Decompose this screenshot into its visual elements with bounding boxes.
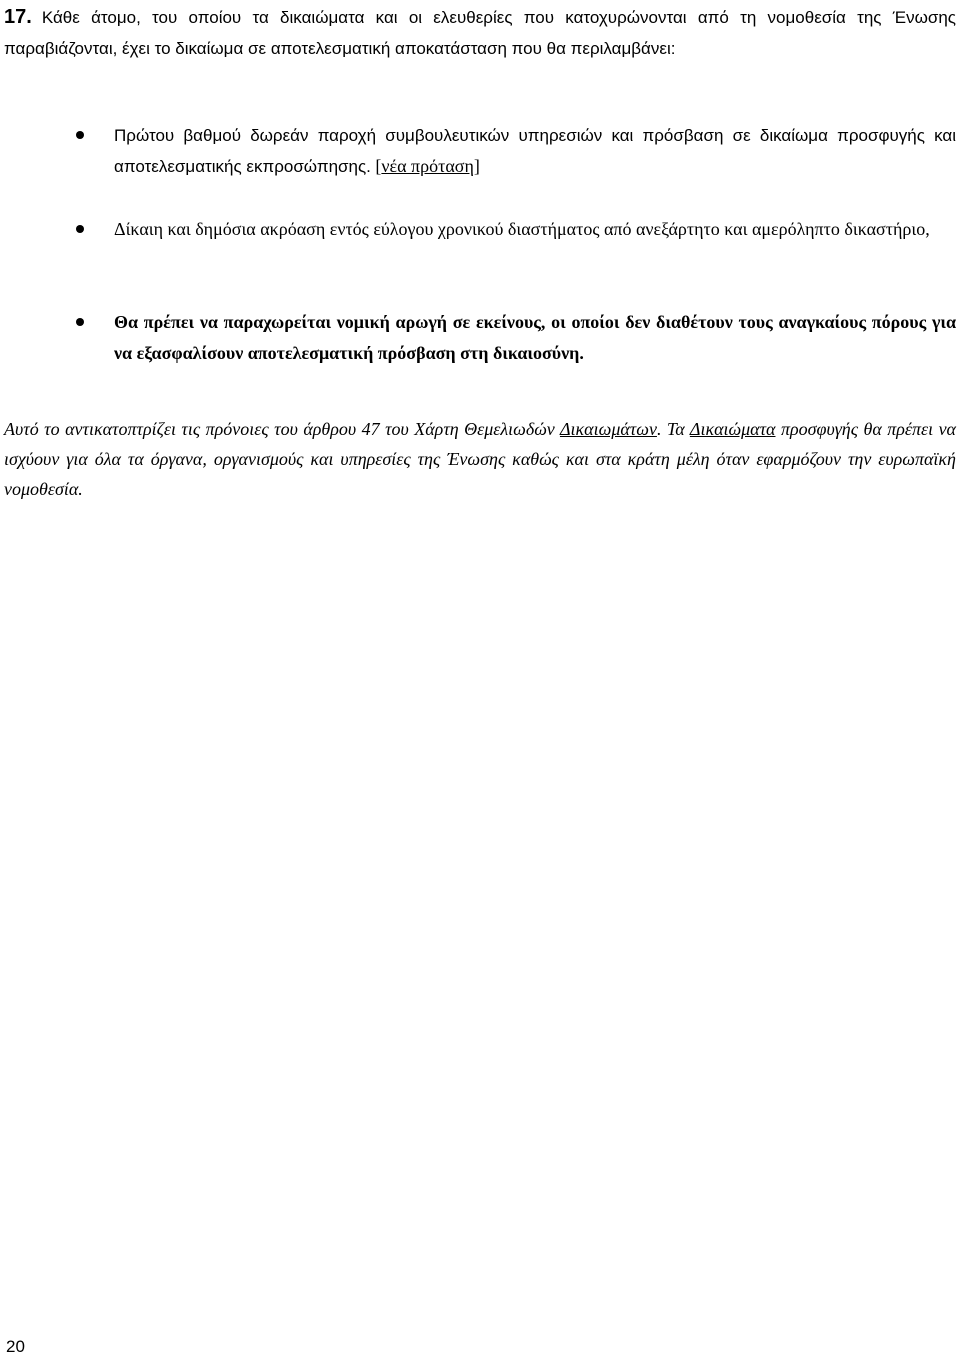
bullet-icon: [76, 225, 84, 233]
page-number: 20: [6, 1337, 25, 1356]
article-number: 17.: [4, 6, 32, 28]
free-advice-text: Πρώτου βαθμού δωρεάν παροχή συμβουλευτικών υπηρεσιών και πρόσβαση σε δικαίωμα προσφυγής και αποτελεσματικής εκπροσώπησης.: [114, 126, 956, 176]
article-17-intro: [4, 2, 956, 64]
closing-paragraph: Αυτό το αντικατοπτρίζει τις πρόνοιες του άρθρου 47 του Χάρτη Θεμελιωδών Δικαιωμάτων. Τα Δικαιώματα προσφυγής θα πρέπει να ισχύουν για όλα τα όργανα, οργανισμούς και υπηρεσίες της Ένωσης καθώς και στα κράτη μέλη όταν εφαρμόζουν την ευρωπαϊκή νομοθεσία.: [4, 419, 957, 499]
underlined-term: Δικαιώματα: [689, 419, 776, 439]
bullet-icon: [76, 131, 84, 139]
new-proposal-link[interactable]: νέα πρόταση: [381, 156, 474, 176]
list-item-text: [114, 120, 956, 182]
new-proposal-note: [νέα πρόταση]: [370, 156, 480, 176]
article-intro-text: Κάθε άτομο, του οποίου τα δικαιώματα και οι ελευθερίες που κατοχυρώνονται από τη νομοθεσία της Ένωσης παραβιάζονται, έχει το δικαίωμα σε αποτελεσματική αποκατάσταση που θα περιλαμβάνει:: [4, 8, 956, 58]
underlined-term: Δικαιωμάτων: [559, 419, 657, 439]
fair-hearing-text: Δίκαιη και δημόσια ακρόαση εντός εύλογου χρονικού διαστήματος από ανεξάρτητο και αμερόληπτο δικαστήριο,: [114, 219, 930, 239]
bullet-icon: [76, 318, 84, 326]
legal-aid-text: Θα πρέπει να παραχωρείται νομική αρωγή σε εκείνους, οι οποίοι δεν διαθέτουν τους αναγκαίους πόρους για να εξασφαλίσουν αποτελεσματική πρόσβαση στη δικαιοσύνη.: [114, 312, 956, 363]
